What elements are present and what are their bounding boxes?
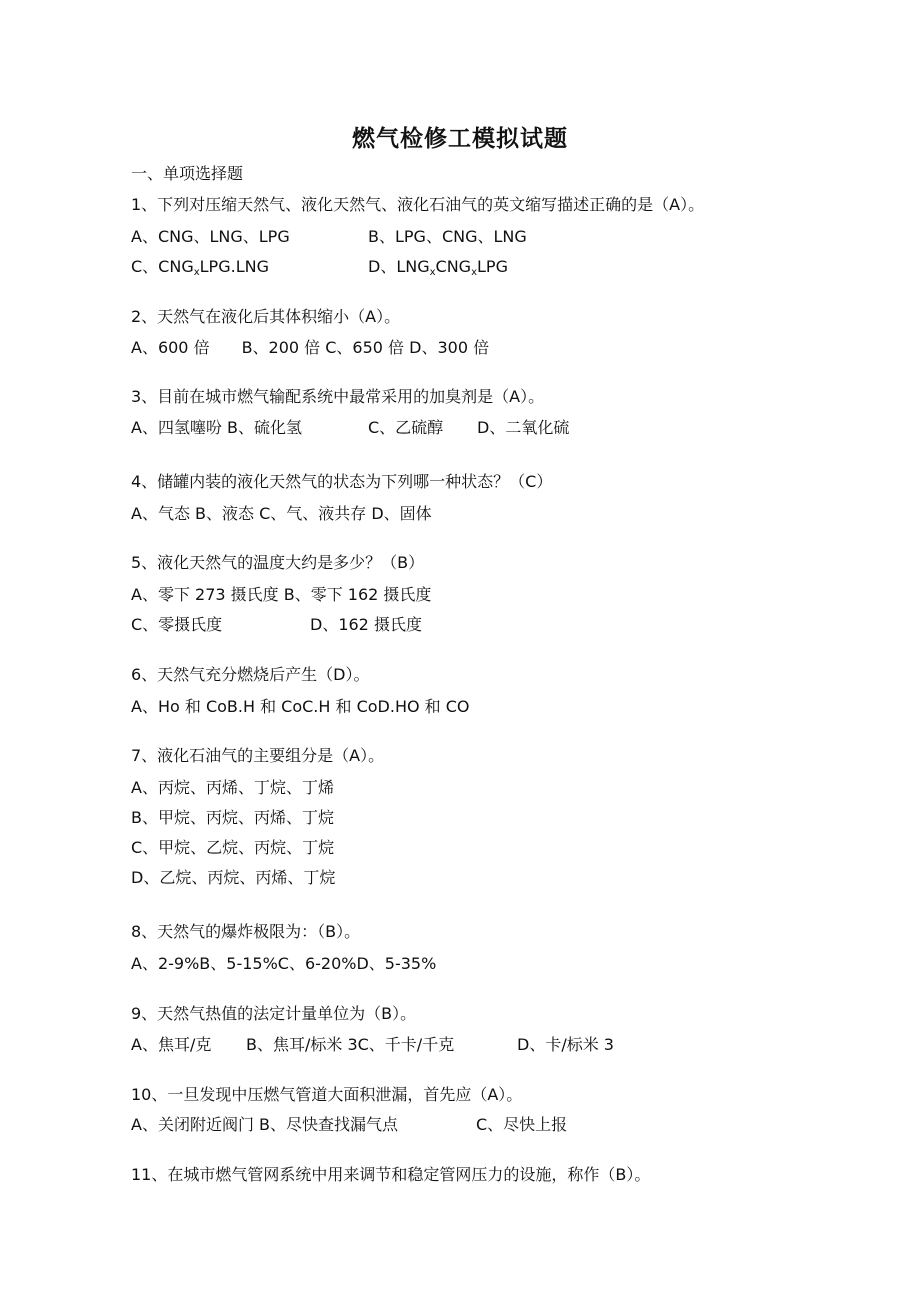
q1-option-b: B、LPG、CNG、LNG xyxy=(368,227,527,246)
question-4: 4、储罐内装的液化天然气的状态为下列哪一种状态？（C） xyxy=(131,472,553,491)
q8-options: A、2-9%B、5-15%C、6-20%D、5-35% xyxy=(131,954,437,973)
question-8: 8、天然气的爆炸极限为：（B）。 xyxy=(131,922,361,941)
section-heading: 一、单项选择题 xyxy=(131,164,244,183)
q10-options-ab: A、关闭附近阀门 B、尽快查找漏气点 xyxy=(131,1115,399,1134)
question-3: 3、目前在城市燃气输配系统中最常采用的加臭剂是（A）。 xyxy=(131,387,545,406)
q2-options: A、600 倍 B、200 倍 C、650 倍 D、300 倍 xyxy=(131,338,490,357)
question-10: 10、一旦发现中压燃气管道大面积泄漏，首先应（A）。 xyxy=(131,1085,523,1104)
q4-options: A、气态 B、液态 C、气、液共存 D、固体 xyxy=(131,504,432,523)
q9-options-bc: B、焦耳/标米 3C、千卡/千克 xyxy=(246,1035,455,1054)
q7-option-c: C、甲烷、乙烷、丙烷、丁烷 xyxy=(131,838,335,857)
q9-option-a: A、焦耳/克 xyxy=(131,1035,212,1054)
q7-option-a: A、丙烷、丙烯、丁烷、丁烯 xyxy=(131,778,334,797)
question-7: 7、液化石油气的主要组分是（A）。 xyxy=(131,746,385,765)
q9-option-d: D、卡/标米 3 xyxy=(517,1035,614,1054)
q5-option-d: D、162 摄氏度 xyxy=(310,615,422,634)
q7-option-d: D、乙烷、丙烷、丙烯、丁烷 xyxy=(131,868,336,887)
question-5: 5、液化天然气的温度大约是多少？（B） xyxy=(131,553,425,572)
question-6: 6、天然气充分燃烧后产生（D）。 xyxy=(131,665,370,684)
q5-option-c: C、零摄氏度 xyxy=(131,615,223,634)
question-1: 1、下列对压缩天然气、液化天然气、液化石油气的英文缩写描述正确的是（A）。 xyxy=(131,195,705,214)
q3-option-c: C、乙硫醇 xyxy=(368,418,444,437)
q7-option-b: B、甲烷、丙烷、丙烯、丁烷 xyxy=(131,808,334,827)
q5-options-ab: A、零下 273 摄氏度 B、零下 162 摄氏度 xyxy=(131,585,432,604)
q3-option-d: D、二氧化硫 xyxy=(477,418,570,437)
question-11: 11、在城市燃气管网系统中用来调节和稳定管网压力的设施，称作（B）。 xyxy=(131,1165,651,1184)
q3-options-ab: A、四氢噻吩 B、硫化氢 xyxy=(131,418,303,437)
q10-option-c: C、尽快上报 xyxy=(476,1115,568,1134)
question-2: 2、天然气在液化后其体积缩小（A）。 xyxy=(131,307,401,326)
q6-options: A、Ho 和 CoB.H 和 CoC.H 和 CoD.HO 和 CO xyxy=(131,697,470,716)
q1-option-c: C、$CNG_xLPG.LNG$ xyxy=(131,257,269,278)
q1-option-a: A、CNG、LNG、LPG xyxy=(131,227,290,246)
q1-option-d: D、$LNG_xCNG_xLPG$ xyxy=(368,257,508,278)
question-9: 9、天然气热值的法定计量单位为（B）。 xyxy=(131,1004,417,1023)
page-title: 燃气检修工模拟试题 xyxy=(352,126,568,152)
